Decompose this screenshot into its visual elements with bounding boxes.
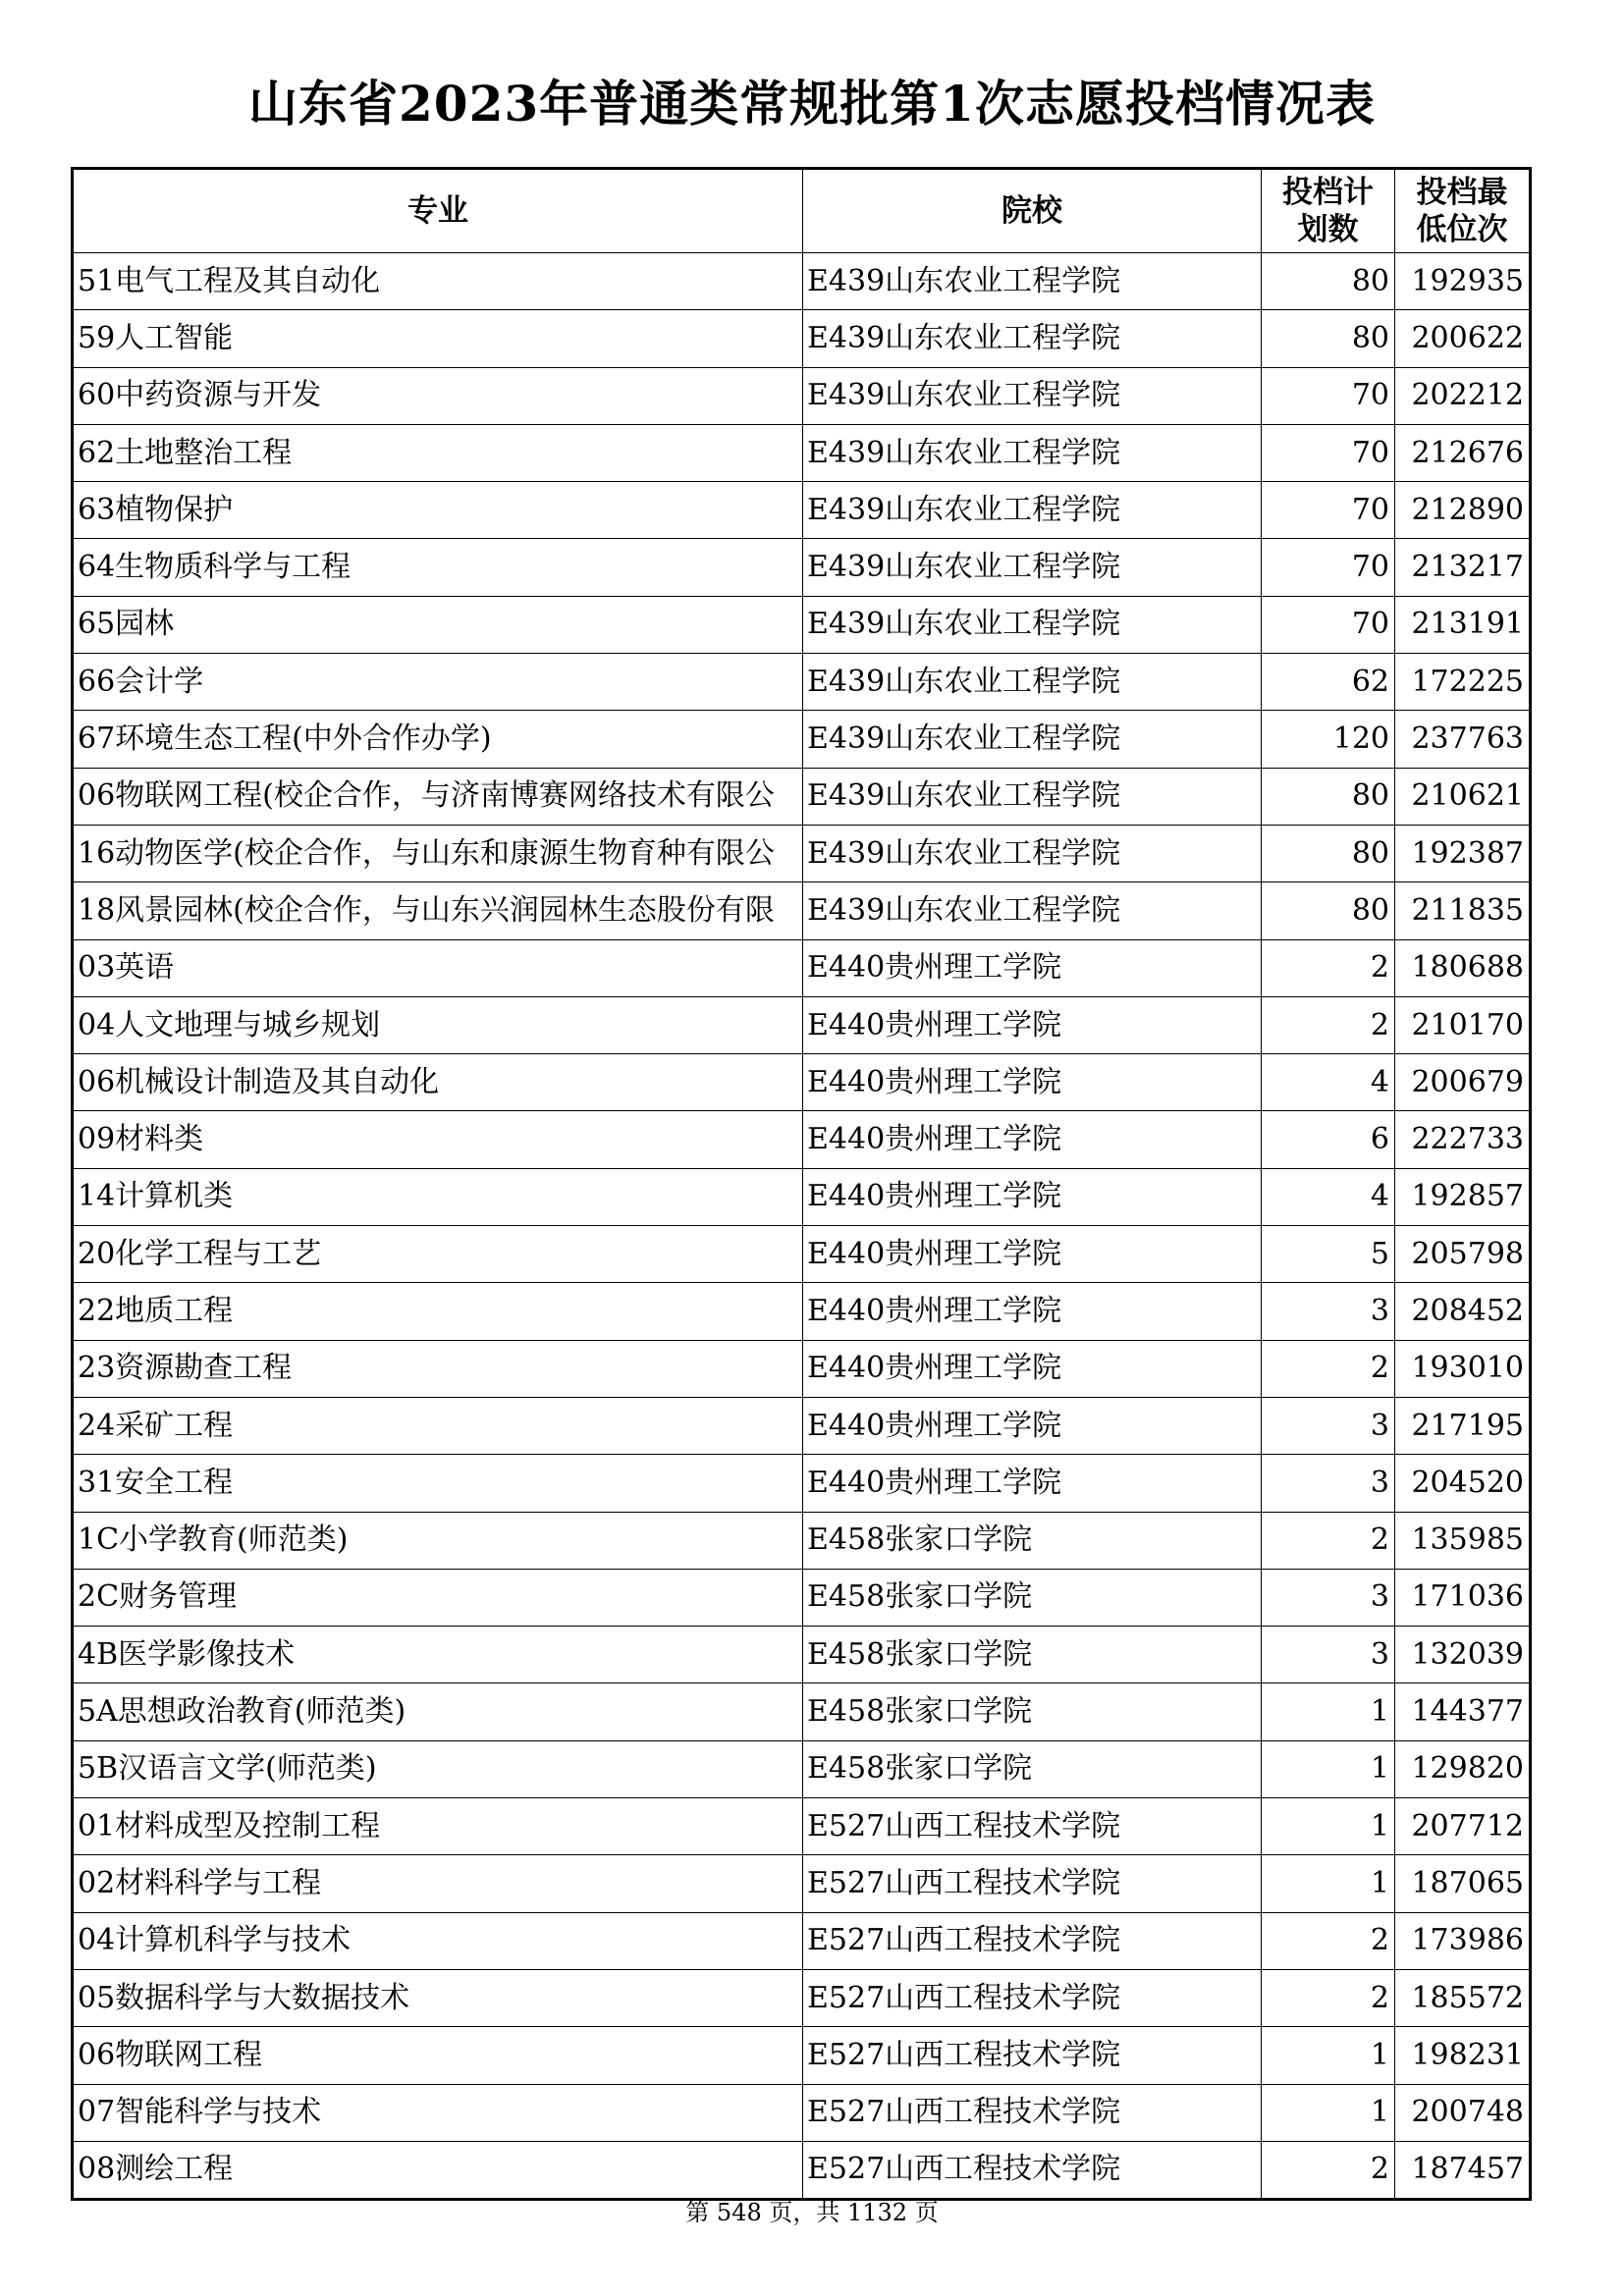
plan-count-cell: 1 xyxy=(1262,2084,1395,2141)
admission-table xyxy=(71,167,1532,2201)
major-cell: 1C小学教育(师范类) xyxy=(73,1512,803,1569)
min-rank-cell: 198231 xyxy=(1395,2027,1531,2084)
major-cell: 62土地整治工程 xyxy=(73,424,803,481)
table-row xyxy=(73,310,1531,367)
min-rank-cell: 200679 xyxy=(1395,1054,1531,1111)
min-rank-cell: 222733 xyxy=(1395,1111,1531,1168)
major-cell: 16动物医学(校企合作，与山东和康源生物育种有限公 xyxy=(73,825,803,881)
min-rank-cell: 205798 xyxy=(1395,1226,1531,1283)
plan-count-cell: 3 xyxy=(1262,1569,1395,1626)
school-cell: E440贵州理工学院 xyxy=(803,996,1262,1053)
major-cell: 18风景园林(校企合作，与山东兴润园林生态股份有限 xyxy=(73,882,803,939)
page-title: 山东省2023年普通类常规批第1次志愿投档情况表 xyxy=(248,75,1376,133)
min-rank-cell: 180688 xyxy=(1395,939,1531,996)
table-row xyxy=(73,1627,1531,1683)
plan-count-cell: 80 xyxy=(1262,253,1395,310)
plan-count-cell: 1 xyxy=(1262,1683,1395,1740)
major-cell: 06机械设计制造及其自动化 xyxy=(73,1054,803,1111)
table-row xyxy=(73,768,1531,825)
school-cell: E458张家口学院 xyxy=(803,1627,1262,1683)
plan-count-cell: 80 xyxy=(1262,310,1395,367)
table-row xyxy=(73,482,1531,539)
min-rank-cell: 171036 xyxy=(1395,1569,1531,1626)
major-cell: 03英语 xyxy=(73,939,803,996)
min-rank-cell: 202212 xyxy=(1395,367,1531,424)
min-rank-cell: 211835 xyxy=(1395,882,1531,939)
school-cell: E440贵州理工学院 xyxy=(803,1168,1262,1225)
plan-count-cell: 70 xyxy=(1262,539,1395,596)
school-cell: E527山西工程技术学院 xyxy=(803,1798,1262,1855)
table-row xyxy=(73,424,1531,481)
table-row xyxy=(73,1054,1531,1111)
min-rank-cell: 213191 xyxy=(1395,596,1531,653)
school-cell: E458张家口学院 xyxy=(803,1569,1262,1626)
table-row xyxy=(73,1569,1531,1626)
plan-count-cell: 4 xyxy=(1262,1054,1395,1111)
major-cell: 22地质工程 xyxy=(73,1283,803,1340)
header-rank xyxy=(1395,169,1531,253)
plan-count-cell: 2 xyxy=(1262,1969,1395,2026)
plan-count-cell: 1 xyxy=(1262,1855,1395,1912)
plan-count-cell: 2 xyxy=(1262,1912,1395,1969)
school-cell: E439山东农业工程学院 xyxy=(803,882,1262,939)
school-cell: E440贵州理工学院 xyxy=(803,1226,1262,1283)
major-cell: 64生物质科学与工程 xyxy=(73,539,803,596)
school-cell: E440贵州理工学院 xyxy=(803,939,1262,996)
plan-count-cell: 3 xyxy=(1262,1627,1395,1683)
school-cell: E527山西工程技术学院 xyxy=(803,1912,1262,1969)
min-rank-cell: 212676 xyxy=(1395,424,1531,481)
school-cell: E439山东农业工程学院 xyxy=(803,654,1262,711)
min-rank-cell: 210621 xyxy=(1395,768,1531,825)
major-cell: 23资源勘查工程 xyxy=(73,1340,803,1397)
min-rank-cell: 192387 xyxy=(1395,825,1531,881)
plan-count-cell: 3 xyxy=(1262,1455,1395,1512)
plan-count-cell: 80 xyxy=(1262,768,1395,825)
school-cell: E527山西工程技术学院 xyxy=(803,2084,1262,2141)
min-rank-cell: 187065 xyxy=(1395,1855,1531,1912)
min-rank-cell: 213217 xyxy=(1395,539,1531,596)
plan-count-cell: 1 xyxy=(1262,2027,1395,2084)
school-cell: E439山东农业工程学院 xyxy=(803,310,1262,367)
table-row xyxy=(73,1283,1531,1340)
school-cell: E439山东农业工程学院 xyxy=(803,424,1262,481)
table-row xyxy=(73,654,1531,711)
min-rank-cell: 212890 xyxy=(1395,482,1531,539)
school-cell: E439山东农业工程学院 xyxy=(803,596,1262,653)
min-rank-cell: 208452 xyxy=(1395,1283,1531,1340)
header-major: 专业 xyxy=(73,169,803,253)
major-cell: 67环境生态工程(中外合作办学) xyxy=(73,711,803,768)
plan-count-cell: 70 xyxy=(1262,596,1395,653)
plan-count-cell: 2 xyxy=(1262,939,1395,996)
table-row xyxy=(73,1855,1531,1912)
table-row xyxy=(73,1397,1531,1454)
header-plan-text: 投档计 划数 xyxy=(1282,175,1374,247)
table-row xyxy=(73,1969,1531,2026)
major-cell: 05数据科学与大数据技术 xyxy=(73,1969,803,2026)
min-rank-cell: 217195 xyxy=(1395,1397,1531,1454)
school-cell: E527山西工程技术学院 xyxy=(803,1969,1262,2026)
table-row xyxy=(73,882,1531,939)
plan-count-cell: 4 xyxy=(1262,1168,1395,1225)
plan-count-cell: 80 xyxy=(1262,882,1395,939)
table-row xyxy=(73,1683,1531,1740)
school-cell: E439山东农业工程学院 xyxy=(803,768,1262,825)
school-cell: E440贵州理工学院 xyxy=(803,1054,1262,1111)
major-cell: 2C财务管理 xyxy=(73,1569,803,1626)
school-cell: E458张家口学院 xyxy=(803,1683,1262,1740)
major-cell: 06物联网工程(校企合作，与济南博赛网络技术有限公 xyxy=(73,768,803,825)
min-rank-cell: 193010 xyxy=(1395,1340,1531,1397)
school-cell: E439山东农业工程学院 xyxy=(803,539,1262,596)
min-rank-cell: 187457 xyxy=(1395,2141,1531,2199)
major-cell: 65园林 xyxy=(73,596,803,653)
school-cell: E440贵州理工学院 xyxy=(803,1111,1262,1168)
table-row xyxy=(73,539,1531,596)
header-plan xyxy=(1262,169,1395,253)
table-row xyxy=(73,1740,1531,1797)
table-row xyxy=(73,996,1531,1053)
plan-count-cell: 120 xyxy=(1262,711,1395,768)
plan-count-cell: 5 xyxy=(1262,1226,1395,1283)
table-row xyxy=(73,1168,1531,1225)
table-row xyxy=(73,711,1531,768)
major-cell: 24采矿工程 xyxy=(73,1397,803,1454)
plan-count-cell: 1 xyxy=(1262,1798,1395,1855)
plan-count-cell: 62 xyxy=(1262,654,1395,711)
table-row xyxy=(73,1226,1531,1283)
min-rank-cell: 173986 xyxy=(1395,1912,1531,1969)
min-rank-cell: 135985 xyxy=(1395,1512,1531,1569)
plan-count-cell: 1 xyxy=(1262,1740,1395,1797)
school-cell: E440贵州理工学院 xyxy=(803,1283,1262,1340)
table-row xyxy=(73,1340,1531,1397)
min-rank-cell: 200622 xyxy=(1395,310,1531,367)
min-rank-cell: 210170 xyxy=(1395,996,1531,1053)
school-cell: E527山西工程技术学院 xyxy=(803,1855,1262,1912)
table-row xyxy=(73,1455,1531,1512)
school-cell: E439山东农业工程学院 xyxy=(803,825,1262,881)
table-row xyxy=(73,2141,1531,2199)
school-cell: E458张家口学院 xyxy=(803,1740,1262,1797)
table-row xyxy=(73,1912,1531,1969)
school-cell: E439山东农业工程学院 xyxy=(803,482,1262,539)
major-cell: 66会计学 xyxy=(73,654,803,711)
plan-count-cell: 80 xyxy=(1262,825,1395,881)
major-cell: 59人工智能 xyxy=(73,310,803,367)
school-cell: E527山西工程技术学院 xyxy=(803,2141,1262,2199)
major-cell: 04计算机科学与技术 xyxy=(73,1912,803,1969)
min-rank-cell: 192857 xyxy=(1395,1168,1531,1225)
plan-count-cell: 70 xyxy=(1262,424,1395,481)
table-row xyxy=(73,1111,1531,1168)
plan-count-cell: 70 xyxy=(1262,482,1395,539)
school-cell: E439山东农业工程学院 xyxy=(803,253,1262,310)
major-cell: 63植物保护 xyxy=(73,482,803,539)
school-cell: E439山东农业工程学院 xyxy=(803,367,1262,424)
table-row xyxy=(73,939,1531,996)
table-row xyxy=(73,253,1531,310)
table-row xyxy=(73,825,1531,881)
min-rank-cell: 237763 xyxy=(1395,711,1531,768)
major-cell: 60中药资源与开发 xyxy=(73,367,803,424)
table-row xyxy=(73,1798,1531,1855)
major-cell: 14计算机类 xyxy=(73,1168,803,1225)
min-rank-cell: 172225 xyxy=(1395,654,1531,711)
major-cell: 4B医学影像技术 xyxy=(73,1627,803,1683)
plan-count-cell: 70 xyxy=(1262,367,1395,424)
school-cell: E440贵州理工学院 xyxy=(803,1455,1262,1512)
plan-count-cell: 3 xyxy=(1262,1283,1395,1340)
major-cell: 08测绘工程 xyxy=(73,2141,803,2199)
table-header-row xyxy=(73,169,1531,253)
table-row xyxy=(73,1512,1531,1569)
school-cell: E439山东农业工程学院 xyxy=(803,711,1262,768)
school-cell: E440贵州理工学院 xyxy=(803,1397,1262,1454)
min-rank-cell: 192935 xyxy=(1395,253,1531,310)
major-cell: 02材料科学与工程 xyxy=(73,1855,803,1912)
major-cell: 07智能科学与技术 xyxy=(73,2084,803,2141)
major-cell: 20化学工程与工艺 xyxy=(73,1226,803,1283)
major-cell: 5B汉语言文学(师范类) xyxy=(73,1740,803,1797)
plan-count-cell: 2 xyxy=(1262,2141,1395,2199)
header-rank-text: 投档最 低位次 xyxy=(1416,175,1508,247)
major-cell: 09材料类 xyxy=(73,1111,803,1168)
major-cell: 31安全工程 xyxy=(73,1455,803,1512)
plan-count-cell: 3 xyxy=(1262,1397,1395,1454)
major-cell: 01材料成型及控制工程 xyxy=(73,1798,803,1855)
min-rank-cell: 129820 xyxy=(1395,1740,1531,1797)
min-rank-cell: 204520 xyxy=(1395,1455,1531,1512)
table-row xyxy=(73,367,1531,424)
school-cell: E527山西工程技术学院 xyxy=(803,2027,1262,2084)
min-rank-cell: 207712 xyxy=(1395,1798,1531,1855)
plan-count-cell: 2 xyxy=(1262,1512,1395,1569)
min-rank-cell: 132039 xyxy=(1395,1627,1531,1683)
min-rank-cell: 200748 xyxy=(1395,2084,1531,2141)
page-footer: 第 548 页，共 1132 页 xyxy=(685,2199,939,2226)
major-cell: 06物联网工程 xyxy=(73,2027,803,2084)
major-cell: 51电气工程及其自动化 xyxy=(73,253,803,310)
table-row xyxy=(73,596,1531,653)
table-row xyxy=(73,2084,1531,2141)
table-row xyxy=(73,2027,1531,2084)
school-cell: E440贵州理工学院 xyxy=(803,1340,1262,1397)
table-body xyxy=(73,253,1531,2200)
plan-count-cell: 2 xyxy=(1262,996,1395,1053)
min-rank-cell: 144377 xyxy=(1395,1683,1531,1740)
school-cell: E458张家口学院 xyxy=(803,1512,1262,1569)
major-cell: 5A思想政治教育(师范类) xyxy=(73,1683,803,1740)
min-rank-cell: 185572 xyxy=(1395,1969,1531,2026)
plan-count-cell: 6 xyxy=(1262,1111,1395,1168)
header-school: 院校 xyxy=(803,169,1262,253)
major-cell: 04人文地理与城乡规划 xyxy=(73,996,803,1053)
plan-count-cell: 2 xyxy=(1262,1340,1395,1397)
